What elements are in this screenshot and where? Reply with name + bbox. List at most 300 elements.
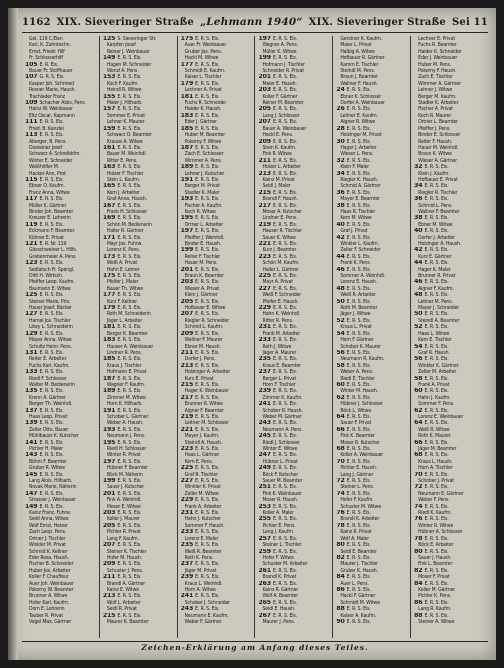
house-number: 199 — [258, 55, 273, 62]
entry-text: Winkler M. Privat — [29, 542, 66, 549]
house-number: 199 — [180, 247, 196, 254]
house-number: 243 — [258, 420, 273, 427]
entry-text: E. R. S. Eis. — [272, 273, 298, 280]
house-number: 68 — [414, 452, 425, 459]
entry-text: Horn A. Tischler — [418, 465, 453, 472]
entry-text: Schober J. Privat — [418, 478, 454, 485]
entry-text: Schober L. Gärtner — [106, 413, 149, 420]
entry-text: Schober R. Haush. — [262, 407, 303, 414]
entry-text: Hauser A. Weinbauer — [106, 343, 154, 350]
entry-text: Koch R. Witwe — [184, 208, 216, 215]
entry-text: E. R. S. Eis. — [424, 279, 449, 286]
entry-text: Fink K. Weinbauer — [262, 490, 302, 497]
entry-text: Hofer F. Kaufm. — [340, 497, 374, 504]
entry-text: Maier E. Haush. — [262, 80, 297, 87]
entry-text: Huber M. Pens. — [418, 61, 452, 68]
house-number: 197 — [180, 228, 196, 235]
entry-text: Lang Alois, Hilfsarb. — [29, 478, 73, 485]
house-number: 80 — [336, 542, 347, 549]
entry-text: E. R. S. Eis. — [39, 452, 64, 459]
entry-text: Eltz Oscar, Kapmann — [29, 112, 75, 119]
entry-text: E. R. S. Eis. — [39, 330, 64, 337]
entry-text: Kaiser A. Kaufm. — [340, 612, 377, 619]
entry-text: Bauer Th. Witwe — [106, 285, 143, 292]
house-number: 231 — [180, 510, 196, 517]
entry-text: Fischer A. Kaufm. — [184, 202, 223, 209]
entry-text: Koller M. Gärtner — [418, 586, 456, 593]
entry-text: Gerstner K. Kaufm. — [340, 36, 382, 42]
directory-entry — [181, 619, 252, 625]
entry-text: Weiß A. Privat — [106, 260, 138, 267]
house-number: 78 — [336, 522, 347, 529]
directory-columns — [22, 36, 488, 638]
entry-text: Berger M. Privat — [184, 183, 220, 190]
entry-text: E. R. S. Eis. — [195, 465, 220, 472]
entry-text: E. R. S. Eis. — [39, 311, 64, 318]
entry-text: E. R. S. Eis. — [117, 612, 142, 619]
entry-text: Schmid A. Gärtner — [340, 183, 381, 190]
house-number: 189 — [102, 388, 118, 395]
house-number: 167 — [102, 202, 118, 209]
house-number: 82 — [414, 567, 425, 574]
entry-text: E. R. S. Eis. — [117, 490, 142, 497]
entry-text: Weber F. Pens. — [418, 497, 450, 504]
house-number: 181 — [102, 324, 118, 331]
entry-text: Haider K. Haush. — [184, 106, 222, 113]
house-number: 193 — [180, 196, 196, 203]
house-number: 24 — [336, 87, 347, 94]
house-number: 195 — [102, 439, 118, 446]
entry-text: E. R. S. Eis. — [346, 490, 371, 497]
entry-text: Bauer Fr. Stoffhauer — [29, 68, 73, 75]
house-number: 121 — [25, 241, 40, 247]
entry-text: Schön M. Bedienerin — [106, 221, 152, 228]
entry-text: Stadler K. Maler — [184, 189, 220, 196]
entry-text: Krause A. Witwe — [106, 138, 143, 145]
entry-text: Böck E. Arbeiter — [418, 542, 454, 549]
entry-text: Huber Jos. Arbeiter — [29, 567, 71, 574]
entry-text: E. R. S. Eis. — [424, 343, 449, 350]
entry-text: E. R. S. Eis. — [346, 125, 371, 132]
entry-text: Wolf Ernst, Heizer — [29, 522, 68, 529]
entry-text: E. R. S. Eis. — [39, 407, 64, 414]
entry-text: E. R. S. Eis. — [346, 330, 371, 337]
entry-text: Sedlatsch Fr. Spengl. — [29, 266, 75, 273]
entry-text: E. R. S. Eis. — [117, 439, 142, 446]
entry-text: Wimmer A. Pens. — [184, 157, 223, 164]
house-number: 235 — [258, 356, 273, 363]
entry-text: E. R. S. Eis. — [195, 606, 220, 613]
entry-text: Böck L. Witwe — [340, 407, 372, 414]
entry-text: Sauer J. Kutscher — [106, 484, 145, 491]
entry-text: Steindl M. Pens. — [340, 68, 375, 75]
house-number: 215 — [180, 381, 196, 388]
entry-text: Krenn A. Gärtner — [29, 394, 66, 401]
entry-text: E. R. S. Eis. — [195, 125, 220, 132]
entry-text: Holzer F. Tischler — [106, 170, 144, 177]
entry-text: Schuster M. Witwe — [340, 503, 382, 510]
entry-text: E. R. S. Eis. — [195, 362, 220, 369]
entry-text: E. R. S. Eis. — [346, 586, 371, 593]
house-number: 149 — [25, 503, 40, 510]
entry-text: E. R. S. Eis. — [346, 381, 371, 388]
house-number: 185 — [102, 356, 118, 363]
entry-text: E. R. S. Eis. — [272, 87, 298, 94]
entry-text: Rosner Marie, Haush. — [29, 87, 76, 94]
entry-text: E. R. S. Eis. — [346, 618, 371, 625]
entry-text: Zeller M. Witwe — [184, 490, 219, 497]
house-number: 221 — [180, 426, 196, 433]
entry-text: Reiter E. Arbeiter — [29, 356, 67, 363]
entry-text: E. R. S. Eis. — [346, 285, 371, 292]
entry-text: Mayr A. Privat — [262, 279, 293, 286]
entry-text: Zach Leop. Pens. — [29, 529, 67, 536]
entry-text: Schmid L. Kaufm. — [184, 324, 224, 331]
entry-text: Novak Marie, Näherin — [29, 484, 77, 491]
entry-text: Lehner K. Maurer — [106, 119, 145, 126]
entry-text: E. R. S. Eis. — [272, 119, 298, 126]
entry-text: Fried. B. Kanzlei — [29, 125, 64, 132]
house-number: 60 — [414, 388, 425, 395]
house-number: 42 — [336, 234, 347, 241]
house-number: 80 — [414, 548, 425, 555]
entry-text: Hauer M. Pens. — [184, 260, 218, 267]
entry-text: Braun K. Beamter — [184, 273, 224, 280]
entry-text: Maurer J. Tischler — [340, 561, 378, 568]
house-number: 233 — [258, 337, 273, 344]
entry-text: Wimmer A. Gärtner — [418, 80, 461, 87]
entry-text: Hofer M. Haush. — [106, 554, 143, 561]
house-number: 117 — [25, 196, 40, 203]
page-footer: Zeichen-Erklärung am Anfang dieses Teiles. — [22, 641, 488, 654]
house-number: 203 — [258, 87, 273, 94]
house-number: 86 — [336, 586, 347, 593]
entry-text: Wenzl A. Pens. — [106, 68, 139, 75]
entry-text: Hamel Jos. Tischler — [29, 317, 71, 324]
entry-text: E. R. S. Eis. — [272, 388, 298, 395]
entry-text: Fink R. Witwe — [262, 151, 292, 158]
entry-text: Hahn J. Kutscher — [184, 516, 221, 523]
entry-text: Steiner Marie, Priv. — [29, 298, 70, 305]
entry-text: Kurz F. Kellner — [106, 298, 138, 305]
house-number: 229 — [180, 497, 196, 504]
entry-text: E. R. S. Eis. — [39, 388, 64, 395]
house-number: 181 — [180, 93, 196, 100]
house-number: 26 — [336, 106, 347, 113]
entry-text: E. R. S. Eis. — [117, 55, 142, 62]
entry-text: Kraus E. Beamter — [262, 362, 301, 369]
entry-text: Hackl E. Pens. — [262, 132, 294, 139]
entry-text: E. R. S. Eis. — [272, 580, 298, 587]
entry-text: E. R. S. Eis. — [195, 164, 220, 171]
house-number: 163 — [102, 164, 118, 171]
entry-text: E. R. S. Eis. — [195, 61, 220, 68]
entry-text: Hübner A. Schlosser — [418, 529, 463, 536]
house-number: 243 — [180, 606, 196, 613]
entry-text: Jäger J. Witwe — [340, 311, 371, 318]
entry-text: E. R. S. Eis. — [195, 279, 220, 286]
entry-text: Fuchs R. Schneider — [184, 100, 227, 107]
entry-text: Brandl K. Arbeiter — [340, 516, 380, 523]
house-number: 115 — [25, 176, 40, 183]
entry-text: E. R. S. Eis. — [195, 112, 220, 119]
house-number: 201 — [102, 490, 118, 497]
entry-text: E. R. S. Eis. — [117, 510, 142, 517]
entry-text: Pfeifer J. Maler — [106, 279, 139, 286]
entry-text: Roth K. Pens. — [184, 554, 214, 561]
entry-text: Wieser A. Gärtner — [418, 157, 457, 164]
entry-text: Dorfer J. Arbeiter — [418, 234, 455, 241]
entry-text: E. R. S. Eis. — [346, 170, 371, 177]
entry-text: Wolf A. Maler — [340, 535, 369, 542]
directory-column — [333, 36, 411, 638]
entry-text: E. R. S. Eis. — [346, 298, 371, 305]
house-number: 90 — [336, 618, 347, 625]
house-number: 62 — [336, 394, 347, 401]
entry-text: E. R. S. Eis. — [272, 420, 298, 427]
entry-text: Koller A. Weinbauer — [340, 452, 384, 459]
entry-text: E. R. S. Eis. — [39, 221, 64, 228]
house-number: 62 — [414, 407, 425, 414]
house-number: 209 — [102, 561, 118, 568]
entry-text: Winter E. Witwe — [262, 446, 298, 452]
entry-text: Roth M. Beamter — [340, 305, 378, 312]
house-number: 207 — [180, 311, 196, 318]
entry-text: Riedl E. Tischler — [340, 375, 375, 382]
house-number: 135 — [25, 388, 40, 395]
entry-text: Eder J. Gärtner — [184, 119, 217, 126]
entry-text: Weber M. Gärtner — [262, 413, 302, 420]
house-number: 205 — [258, 106, 273, 113]
entry-text: Graf R. Haush. — [418, 349, 450, 356]
house-number: 123 — [25, 260, 40, 267]
entry-text: Jäger M. Privat — [184, 567, 217, 574]
entry-text: Wolf L. Arbeiter — [106, 599, 141, 606]
entry-text: E. R. S. Eis. — [117, 458, 142, 465]
entry-text: Wagner A. Pens. — [262, 42, 299, 49]
entry-text: Steindl A. Haush. — [184, 439, 223, 446]
directory-page — [8, 8, 496, 660]
entry-text: Karpfen Josef — [106, 42, 136, 49]
entry-text: Hofbauer R. Gärtner — [340, 55, 385, 62]
entry-text: E. R. S. Eis. — [39, 439, 64, 446]
entry-text: E. R. S. Eis. — [424, 567, 449, 574]
entry-text: Riedl F. Schlosser — [29, 375, 67, 382]
house-number: 105 — [25, 61, 40, 68]
house-number: 203 — [102, 510, 118, 517]
entry-text: Kainz R. Privat — [340, 529, 372, 536]
entry-text: E. R. S. Eis. — [117, 337, 142, 344]
entry-text: Bauer M. Weinhdl. — [106, 151, 147, 158]
house-number: 221 — [258, 241, 273, 247]
entry-text: Moser F. Privat — [418, 574, 450, 581]
directory-column — [178, 36, 256, 638]
entry-text: Frank H. Schlosser — [106, 208, 148, 215]
entry-text: E. R. S. Eis. — [272, 433, 298, 440]
entry-text: Berger L. Privat — [262, 375, 297, 382]
entry-text: Seidl R. Privat — [106, 606, 137, 613]
house-number: 183 — [102, 337, 118, 344]
entry-text: Neumann E. Gärtner — [418, 490, 464, 497]
entry-text: E. R. S. Eis. — [346, 458, 371, 465]
entry-text: E. R. S. Eis. — [195, 196, 220, 203]
entry-text: Schmidt E. Kaufm. — [184, 68, 226, 75]
entry-text: Böck M. Näherin — [106, 471, 143, 478]
entry-text: Pfeiffer J. Pens. — [418, 125, 451, 132]
entry-text: E. R. S. Eis. — [346, 349, 371, 356]
house-number: 245 — [258, 433, 273, 440]
house-number: 259 — [258, 548, 273, 555]
entry-text: Moser R. Kutscher — [340, 439, 380, 446]
entry-text: Kraus L. Privat — [340, 324, 372, 331]
entry-text: Lang J. Kaufm. — [262, 529, 295, 536]
entry-text: E. R. S. Eis. — [117, 183, 142, 190]
entry-text: Haller R. Gärtner — [106, 228, 144, 235]
entry-text: Bauer A. Weinbauer — [262, 125, 307, 132]
house-number: 183 — [180, 112, 196, 119]
entry-text: E. R. S. Eis. — [272, 599, 298, 606]
entry-text: Lechner E. Privat — [418, 36, 456, 42]
entry-text: Pichler E. Pens. — [262, 522, 296, 529]
entry-text: Kurz J. Beamter — [262, 247, 297, 254]
entry-text: Seidl J. Maler — [262, 183, 291, 190]
entry-text: Sauer J. Haush. — [418, 554, 452, 561]
entry-text: E. R. S. Eis. — [272, 516, 298, 523]
entry-text: Riegler R. Tischler — [418, 189, 458, 196]
entry-text: E. R. S. Eis. — [195, 446, 220, 452]
house-number: 58 — [414, 375, 425, 382]
house-number: 177 — [102, 292, 118, 299]
entry-text: Sauer F. Privat — [340, 420, 372, 427]
house-number: 205 — [180, 298, 196, 305]
entry-text: Pfeifer E. Haush. — [262, 298, 299, 305]
entry-text: Mayer E. Beamter — [340, 196, 380, 203]
house-number: 219 — [180, 413, 196, 420]
entry-text: Sommer A. Weinhdl. — [340, 273, 385, 280]
house-number: 38 — [336, 202, 347, 209]
entry-text: Gol. 119 C.Eien — [29, 36, 63, 42]
entry-text: Kurz E. Privat — [184, 375, 214, 382]
entry-text: E. R. S. Eis. — [117, 324, 142, 331]
entry-text: E. R. S. Eis. — [195, 478, 220, 485]
entry-text: E. R. S. Eis. — [424, 292, 449, 299]
entry-text: Roth K. Maurer — [418, 433, 451, 440]
entry-text: Lorenz E. Weinbauer — [418, 413, 464, 420]
entry-text: Winkler K. Privat — [184, 484, 221, 491]
house-number: 88 — [336, 606, 347, 613]
house-number: 70 — [336, 458, 347, 465]
house-number: 241 — [180, 593, 196, 600]
house-number: 84 — [336, 574, 347, 581]
house-number: 46 — [414, 279, 425, 286]
entry-text: Hauer Josef, Bäcker — [29, 305, 72, 312]
entry-text: E. R. S. Eis. — [117, 542, 142, 549]
entry-text: G. R. S. Eis. — [39, 74, 65, 81]
entry-text: E. R. S. Eis. — [424, 420, 449, 427]
entry-text: Jäger L. Arbeiter — [106, 317, 143, 324]
entry-text: E. R. Nr. 119 — [39, 241, 67, 247]
entry-text: Reiter F. Haush. — [418, 138, 453, 145]
entry-text: Kainz M. Privat — [262, 176, 295, 183]
entry-text: Weiß R. Witwe — [418, 426, 450, 433]
entry-text: E. R. S. Eis. — [346, 522, 371, 529]
house-number: 205 — [102, 522, 118, 529]
entry-text: Holzinger A. Arbeiter — [184, 369, 231, 376]
entry-text: E. R. S. Eis. — [39, 503, 64, 510]
house-number: 111 — [25, 119, 40, 126]
entry-text: Eder J. Weinbauer — [418, 55, 458, 62]
entry-text: E. R. S. Eis. — [272, 305, 298, 312]
entry-text: Hofbauer E. Privat — [418, 176, 458, 183]
house-number: 199 — [102, 478, 118, 485]
house-number: 68 — [336, 446, 347, 452]
entry-text: E. R. S. Eis. — [346, 362, 371, 369]
house-number: 229 — [258, 305, 273, 312]
entry-text: Neumann A. Pens. — [262, 426, 303, 433]
entry-text: E. R. S. Eis. — [195, 593, 220, 600]
house-number: 107 — [25, 74, 40, 81]
house-number: 139 — [25, 420, 40, 427]
entry-text: E. R. S. Eis. — [39, 369, 64, 376]
house-number: 211 — [180, 349, 196, 356]
entry-text: E. R. S. Eis. — [195, 394, 220, 401]
entry-text: Winter E. Schneider — [29, 157, 73, 164]
house-number: 227 — [258, 285, 273, 292]
entry-text: Pichler E. Haush. — [340, 465, 377, 472]
entry-text: E. R. S. Eis. — [424, 452, 449, 459]
house-number: 52 — [336, 317, 347, 324]
entry-text: E. R. S. Eis. — [272, 369, 298, 376]
house-number: 137 — [25, 407, 40, 414]
entry-text: E. R. S. Eis. — [117, 125, 142, 132]
entry-text: Trachlader Franz — [29, 93, 65, 100]
entry-text: E. R. S. Eis. — [195, 80, 220, 87]
entry-text: Moser E. Witwe — [106, 503, 141, 510]
directory-column — [22, 36, 100, 638]
house-number: 70 — [414, 471, 425, 478]
entry-text: E. R. S. Eis. — [272, 401, 298, 408]
entry-text: Heindl R. Witwe — [106, 87, 142, 94]
house-number: 175 — [102, 273, 118, 280]
entry-text: E. R. S. Eis. — [117, 74, 142, 81]
entry-text: Fischer B. Schneider — [29, 561, 74, 568]
house-number: 56 — [414, 356, 425, 363]
entry-text: Holzinger M. Privat — [340, 132, 382, 139]
entry-text: Haider K. Schneider — [418, 48, 462, 55]
house-number: 215 — [102, 612, 118, 619]
entry-text: E. R. S. Eis. — [195, 574, 220, 581]
entry-text: Graf J. Privat — [340, 228, 368, 235]
entry-text: E. R. S. Eis. — [272, 612, 298, 619]
entry-text: Steiner L. Pens. — [340, 484, 375, 491]
entry-text: E. R. S. Eis. — [195, 215, 220, 222]
entry-text: E. R. S. Eis. — [39, 420, 64, 427]
house-number: 187 — [180, 144, 196, 151]
entry-text: Kainz E. Witwe — [106, 586, 139, 593]
entry-text: Lorenz K. Pens. — [106, 247, 140, 254]
entry-text: Winkler K. Gärtner — [418, 362, 459, 369]
entry-text: Mayer Anna, Witwe — [29, 337, 72, 344]
entry-text: Tauber R. Privat — [29, 612, 64, 619]
entry-text: Hofmann E. Privat — [106, 369, 147, 376]
house-number: 129 — [25, 330, 40, 337]
house-number: 113 — [25, 132, 40, 139]
house-number: 249 — [258, 465, 273, 472]
entry-text: Haller L. Gärtner — [262, 266, 299, 273]
house-number: 223 — [258, 253, 273, 260]
entry-text: Kern E. Pens. — [184, 458, 213, 465]
entry-text: Pokorny F. Witwe — [184, 138, 222, 145]
